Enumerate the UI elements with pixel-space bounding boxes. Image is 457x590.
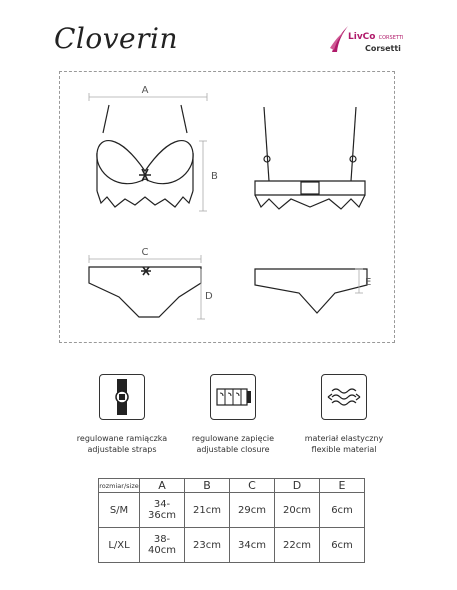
panty-front-drawing <box>89 267 201 317</box>
feature-straps <box>62 374 182 454</box>
cell: 38-40cm <box>140 528 185 563</box>
table-row <box>99 493 365 528</box>
cell: 20cm <box>275 493 320 528</box>
feature-material-label-pl: materiał elastyczny <box>304 434 384 443</box>
col-d: D <box>275 479 320 493</box>
feature-closure-label-pl: regulowane zapięcie <box>191 434 275 443</box>
brand-name-bottom: Corsetti <box>365 44 401 53</box>
cell: 22cm <box>275 528 320 563</box>
page-title: Cloverin <box>54 22 178 55</box>
label-e: E <box>365 277 372 288</box>
size-table <box>98 478 365 563</box>
size-table-header <box>99 479 365 493</box>
size-table-corner: rozmiar/size <box>99 479 140 493</box>
label-d: D <box>205 291 213 302</box>
label-b: B <box>211 171 218 182</box>
feature-material-label-en: flexible material <box>311 445 377 454</box>
row-size-label: L/XL <box>99 528 140 563</box>
cell: 29cm <box>230 493 275 528</box>
feature-straps-label-en: adjustable straps <box>87 445 157 454</box>
panty-back-drawing <box>255 269 367 313</box>
stretch-arrows-icon <box>321 374 367 420</box>
col-c: C <box>230 479 275 493</box>
bra-front-drawing <box>97 105 193 207</box>
brand-name-small: CORSETTI <box>378 35 404 41</box>
feature-straps-label-pl: regulowane ramiączka <box>76 434 168 443</box>
col-b: B <box>185 479 230 493</box>
label-a: A <box>141 85 149 96</box>
col-e: E <box>320 479 365 493</box>
feature-closure <box>173 374 293 454</box>
cell: 6cm <box>320 493 365 528</box>
brand-name-top: LivCo <box>348 32 376 42</box>
cell: 23cm <box>185 528 230 563</box>
cell: 21cm <box>185 493 230 528</box>
strap-adjuster-icon <box>99 374 145 420</box>
table-row <box>99 528 365 563</box>
feature-closure-label-en: adjustable closure <box>196 445 270 454</box>
bra-back-drawing <box>255 107 365 209</box>
brand-logo <box>328 22 428 62</box>
brand-swirl-icon <box>328 22 350 56</box>
col-a: A <box>140 479 185 493</box>
feature-material <box>284 374 404 454</box>
label-c: C <box>141 247 149 258</box>
cell: 34cm <box>230 528 275 563</box>
cell: 6cm <box>320 528 365 563</box>
product-diagram <box>59 71 395 343</box>
hook-closure-icon <box>210 374 256 420</box>
row-size-label: S/M <box>99 493 140 528</box>
cell: 34-36cm <box>140 493 185 528</box>
